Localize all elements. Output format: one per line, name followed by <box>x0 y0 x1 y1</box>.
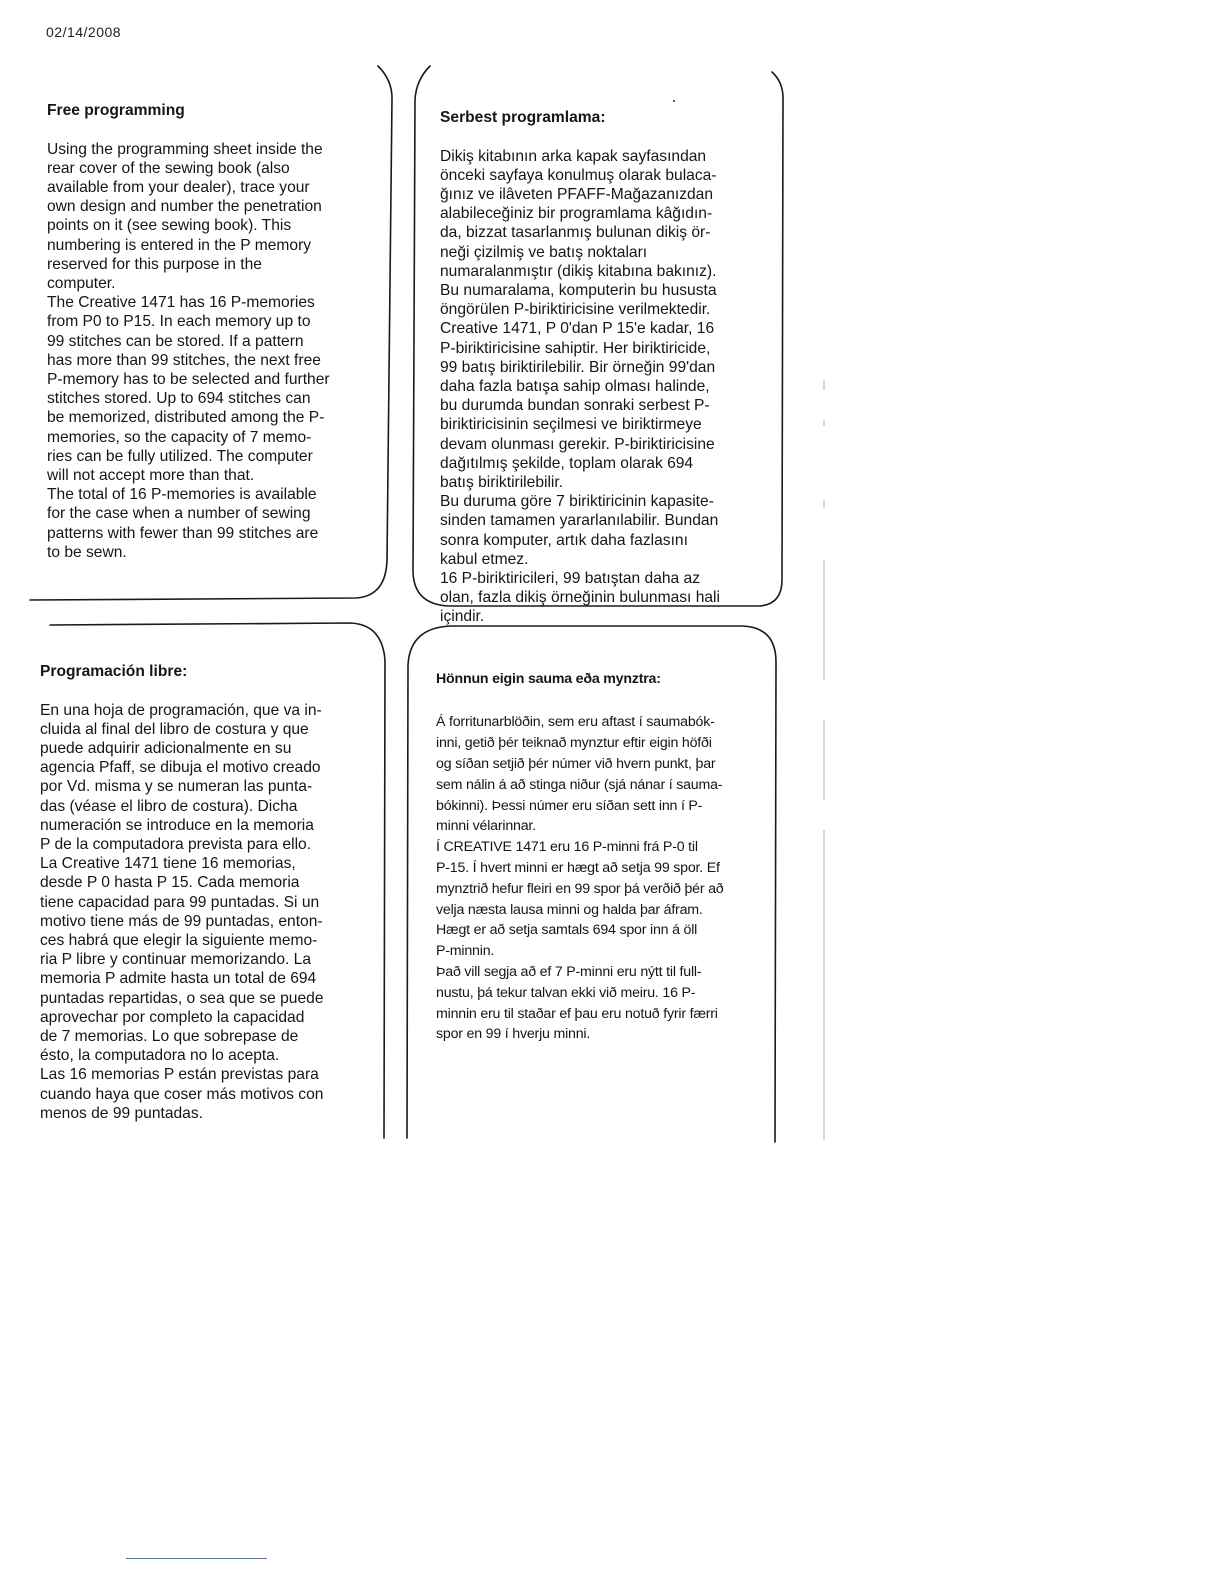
section-icelandic-heading: Hönnun eigin sauma eða mynztra: <box>436 670 661 687</box>
section-turkish <box>440 89 775 646</box>
page-date: 02/14/2008 <box>46 24 122 40</box>
section-turkish-body: Dikiş kitabının arka kapak sayfasından önceki sayfaya konulmuş olarak bulaca- ğınız ve ilâveten PFAFF-Mağazanızdan alabileceğiniz bir programlama kâğıdın- da, bizzat tasarlanmış bulunan dikiş ör- neği çizilmiş ve batış noktaları numaralanmıştır (dikiş kitabına bakınız). Bu numaralama, komputerin bu hususta öngörülen P-biriktiricisine verilmektedir. Creative 1471, P 0'dan P 15'e kadar, 16 P-biriktiricisine sahiptir. Her biriktiricide, 99 batış biriktirilebilir. Bir örneğin 99'dan daha fazla batışa sahip olması halinde, bu durumda bundan sonraki serbest P- biriktiricisinin seçilmesi ve biriktirmeye devam olunması gerekir. P-biriktiricisine dağıtılmış şekilde, toplam olarak 694 batış biriktirilebilir. Bu duruma göre 7 biriktiricinin kapasite- sinden tamamen yararlanılabilir. Bundan sonra komputer, artık daha fazlasını kabul etmez. 16 P-biriktiricileri, 99 batıştan daha az olan, fazla dikiş örneğinin bulunması hali içindir. <box>440 147 720 626</box>
section-english-heading: Free programming <box>47 102 185 120</box>
section-english <box>47 82 382 581</box>
section-turkish-heading: Serbest programlama: <box>440 109 606 127</box>
section-icelandic <box>436 648 771 1066</box>
footer-underline <box>126 1558 267 1559</box>
section-spanish-body: En una hoja de programación, que va in- cluida al final del libro de costura y que puede adquirir adicionalmente en su agencia Pfaff, se dibuja el motivo creado por Vd. misma y se numeran las punta- das (véase el libro de costura). Dicha numeración se introduce en la memoria P de la computadora prevista para ello. La Creative 1471 tiene 16 memorias, desde P 0 hasta P 15. Cada memoria tiene capacidad para 99 puntadas. Si un motivo tiene más de 99 puntadas, enton- ces habrá que elegir la siguiente memo- ria P libre y continuar memorizando. La memoria P admite hasta un total de 694 puntadas repartidas, o sea que se puede aprovechar por completo la capacidad de 7 memorias. Lo que sobrepase de ésto, la computadora no lo acepta. Las 16 memorias P están previstas para cuando haya que coser más motivos con menos de 99 puntadas. <box>40 701 324 1122</box>
section-english-body: Using the programming sheet inside the rear cover of the sewing book (also available from your dealer), trace your own design and number the penetration points on it (see sewing book). This numbering is entered in the P memory reserved for this purpose in the computer. The Creative 1471 has 16 P-memories from P0 to P15. In each memory up to 99 stitches can be stored. If a pattern has more than 99 stitches, the next free P-memory has to be selected and further stitches stored. Up to 694 stitches can be memorized, distributed among the P- memories, so the capacity of 7 memo- ries can be fully utilized. The computer will not accept more than that. The total of 16 P-memories is available for the case when a number of sewing patterns with fewer than 99 stitches are to be sewn. <box>47 140 330 561</box>
scan-edge-noise <box>822 380 826 1140</box>
section-spanish-heading: Programación libre: <box>40 663 188 681</box>
section-spanish <box>40 643 380 1142</box>
section-icelandic-body: Á forritunarblöðin, sem eru aftast í saumabók- inni, getið þér teiknað mynztur eftir eigin höfði og síðan setjið þér númer við hvern punkt, þar sem nálin á að stinga niður (sjá nánar í sauma- bókinni). Þessi númer eru síðan sett inn í P- minni vélarinnar. Í CREATIVE 1471 eru 16 P-minni frá P-0 til P-15. Í hvert minni er hægt að setja 99 spor. Ef mynztrið hefur fleiri en 99 spor þá verðið þér að velja næsta lausa minni og halda þar áfram. Hægt er að setja samtals 694 spor inn á öll P-minnin. Það vill segja að ef 7 P-minni eru nýtt til full- nustu, þá tekur talvan ekki við meiru. 16 P- minnin eru til staðar ef þau eru notuð fyrir færri spor en 99 í hverju minni. <box>436 714 724 1043</box>
